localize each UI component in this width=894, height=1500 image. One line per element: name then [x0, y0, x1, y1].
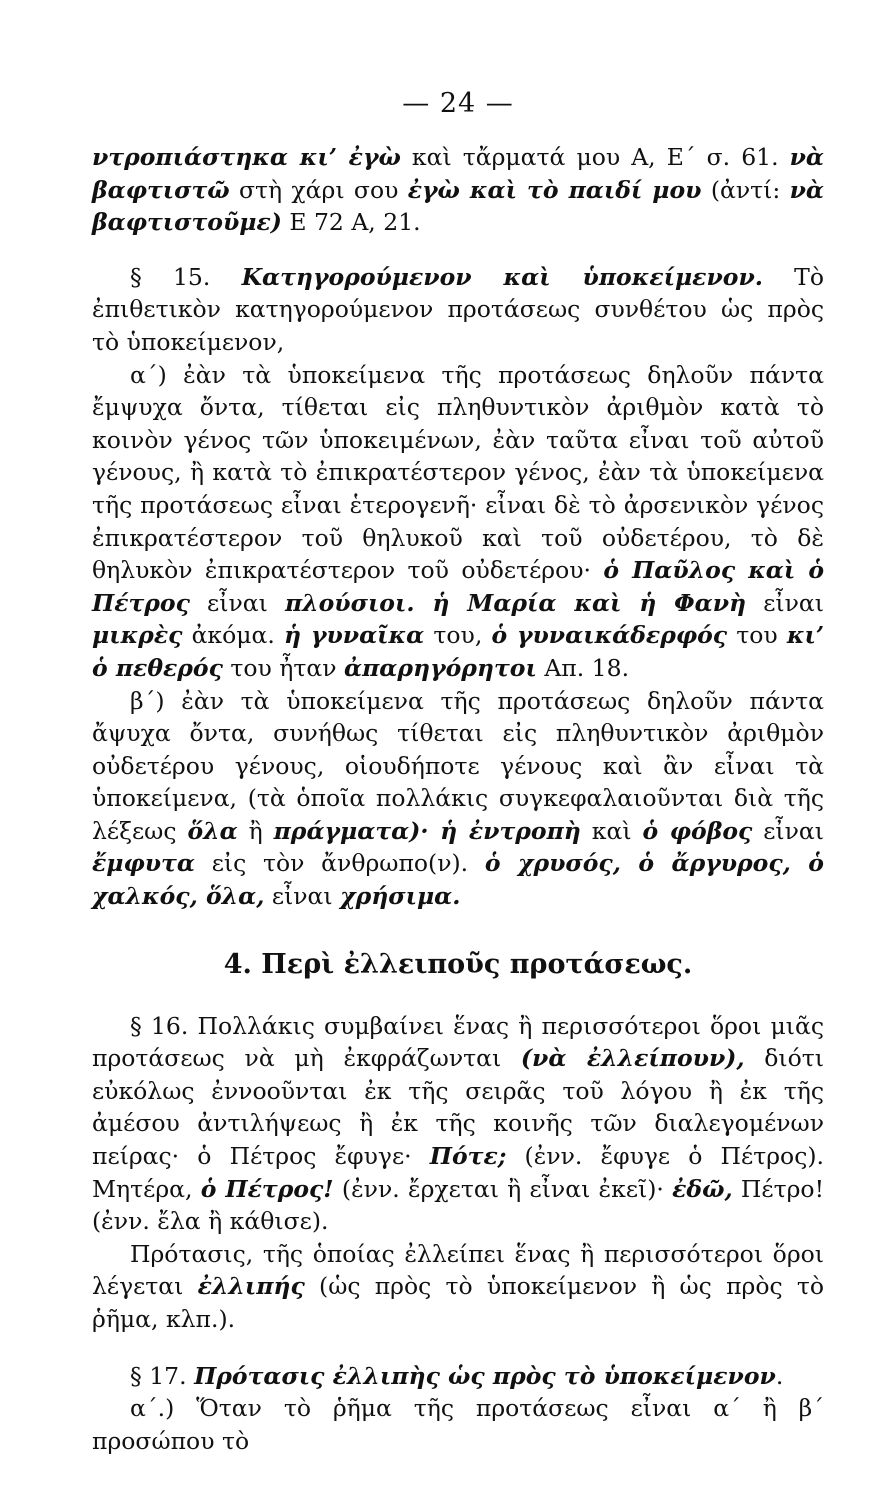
paragraph-example-continuation: ντροπιάστηκα κι’ ἐγὼ καὶ τἄρματά μου Α, Ε΄ σ. 61. νὰ βαφτιστῶ στὴ χάρι σου ἐγὼ καὶ τὸ παιδί μου (ἀντί: νὰ βαφτιστοῦμε) Ε 72 Α, 21. [92, 143, 825, 237]
section-15-title: Κατηγορούμενον καὶ ὑποκείμενον. [241, 262, 763, 291]
paragraph-rule-a: α΄) ἐὰν τὰ ὑποκείμενα τῆς προτάσεως δηλοῦν πάντα ἔμψυχα ὄντα, τίθεται εἰς πληθυντικὸν ἀριθμὸν κατὰ τὸ κοινὸν γένος τῶν ὑποκειμένων, ἐὰν ταῦτα εἶναι τοῦ αὐτοῦ γένους, ἢ κατὰ τὸ ἐπικρατέστερον γένος, ἐὰν τὰ ὑποκείμενα τῆς προτάσεως εἶναι ἑτερογενῆ· εἶναι δὲ τὸ ἀρσενικὸν γένος ἐπικρατέστερον τοῦ θηλυκοῦ καὶ τοῦ οὐδετέρου, τὸ δὲ θηλυκὸν ἐπικρατέστερον τοῦ οὐδετέρου· ὁ Παῦλος καὶ ὁ Πέτρος εἶναι πλούσιοι. ἡ Μαρία καὶ ἡ Φανὴ εἶναι μικρὲς ἀκόμα. ἡ γυναῖκα του, ὁ γυναικάδερφός του κι’ ὁ πεθερός του ἦταν ἀπαρηγόρητοι Απ. 18. [92, 360, 825, 682]
section-16-paragraph: § 16. Πολλάκις συμβαίνει ἕνας ἢ περισσότεροι ὅροι μιᾶς προτάσεως νὰ μὴ ἐκφράζωνται (νὰ ἐλλείπουν), διότι εὐκόλως ἐννοοῦνται ἐκ τῆς σειρᾶς τοῦ λόγου ἢ ἐκ τῆς ἀμέσου ἀντιλήψεως ἢ ἐκ τῆς κοινῆς τῶν διαλεγομένων πείρας· ὁ Πέτρος ἔφυγε· Πότε; (ἐνν. ἔφυγε ὁ Πέτρος). Μητέρα, ὁ Πέτρος! (ἐνν. ἔρχεται ἢ εἶναι ἐκεῖ)· ἐδῶ, Πέτρο! (ἐνν. ἔλα ἢ κάθισε). [92, 1011, 825, 1236]
chapter-heading: 4. Περὶ ἐλλειποῦς προτάσεως. [223, 948, 693, 980]
section-17-title: Πρότασις ἐλλιπὴς ὡς πρὸς τὸ ὑποκείμενον [194, 1361, 776, 1390]
paragraph-rule-17a: α΄.) Ὅταν τὸ ῥῆμα τῆς προτάσεως εἶναι α΄ ἢ β΄ προσώπου τὸ [92, 1394, 824, 1455]
paragraph-rule-b: β΄) ἐὰν τὰ ὑποκείμενα τῆς προτάσεως δηλοῦν πάντα ἄψυχα ὄντα, συνήθως τίθεται εἰς πληθυντικὸν ἀριθμὸν οὐδετέρου γένους, οἱουδήποτε γένους καὶ ἂν εἶναι τὰ ὑποκείμενα, (τὰ ὁποῖα πολλάκις συγκεφαλαιοῦνται διὰ τῆς λέξεως ὅλα ἢ πράγματα)· ἡ ἐντροπὴ καὶ ὁ φόβος εἶναι ἔμφυτα εἰς τὸν ἄνθρωπο(ν). ὁ χρυσός, ὁ ἄργυρος, ὁ χαλκός, ὅλα, εἶναι χρήσιμα. [92, 686, 824, 911]
definition-paragraph: Πρότασις, τῆς ὁποίας ἐλλείπει ἕνας ἢ περισσότεροι ὅροι λέγεται ἐλλιπής (ὡς πρὸς τὸ ὑποκείμενον ἢ ὡς πρὸς τὸ ῥῆμα, κλπ.). [92, 1239, 824, 1333]
section-17-heading-paragraph: § 17. Πρότασις ἐλλιπὴς ὡς πρὸς τὸ ὑποκείμενον. [130, 1361, 784, 1390]
section-15-heading-paragraph: § 15. Κατηγορούμενον καὶ ὑποκείμενον. Τὸ ἐπιθετικὸν κατηγορούμενον προτάσεως συνθέτου ὡς πρὸς τὸ ὑποκείμενον, [92, 262, 824, 356]
page-number: — 24 — [402, 88, 514, 119]
